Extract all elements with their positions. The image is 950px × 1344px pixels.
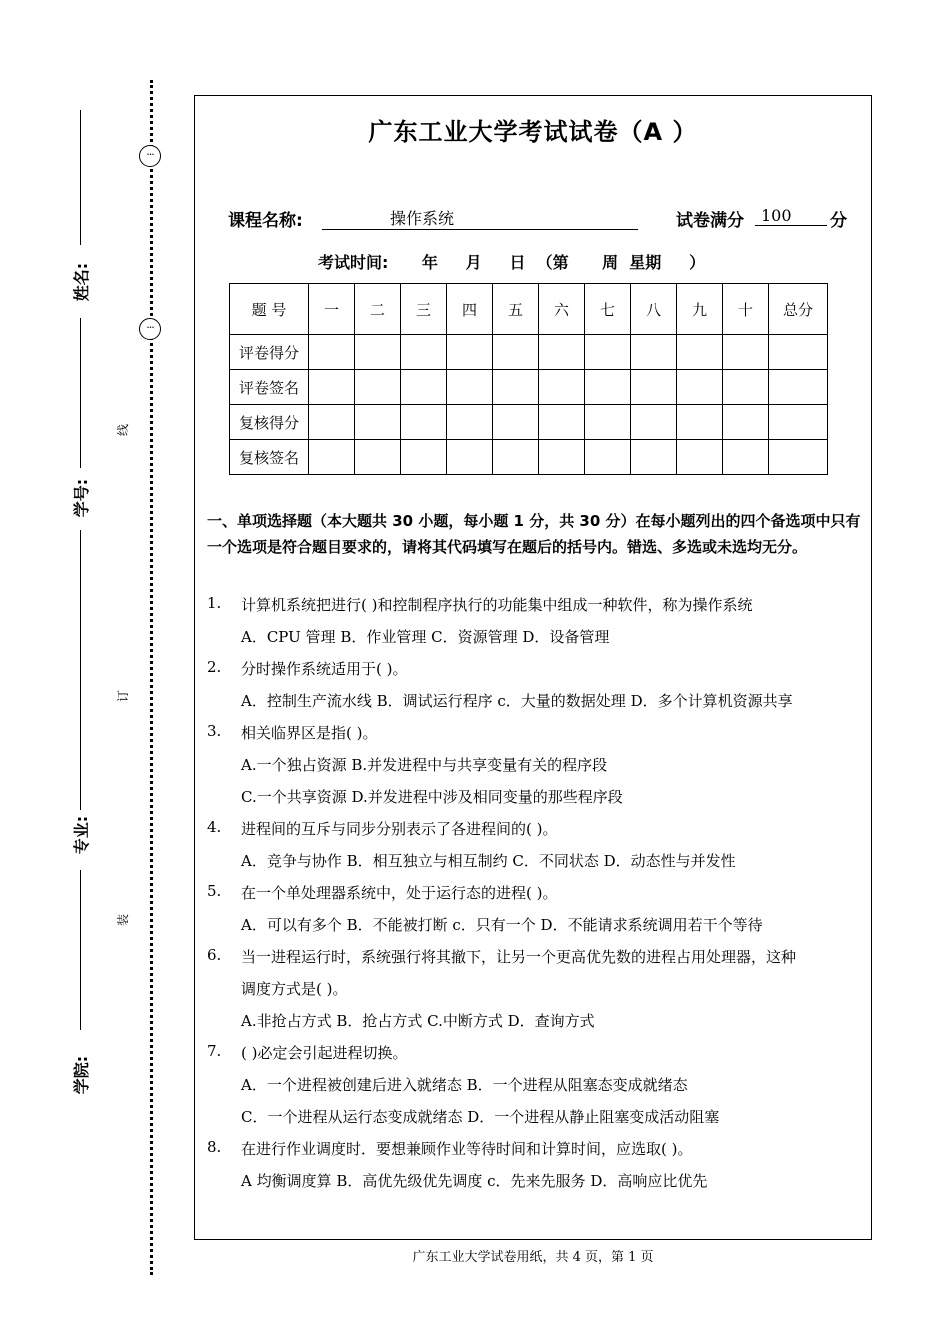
header-cell: 九 bbox=[677, 284, 723, 335]
full-score-value: 100 bbox=[755, 206, 827, 226]
header-cell: 一 bbox=[309, 284, 355, 335]
question-options: C.一个共享资源 D.并发进程中涉及相同变量的那些程序段 bbox=[241, 788, 623, 806]
header-cell: 六 bbox=[539, 284, 585, 335]
question-number: 3. bbox=[207, 722, 222, 740]
header-cell: 五 bbox=[493, 284, 539, 335]
header-cell: 七 bbox=[585, 284, 631, 335]
question-text: 进程间的互斥与同步分别表示了各进程间的( )。 bbox=[241, 820, 558, 838]
question-text: 在一个单处理器系统中，处于运行态的进程( )。 bbox=[241, 884, 558, 902]
header-cell: 十 bbox=[723, 284, 769, 335]
exam-time: 考试时间: 年 月 日 （第 周 星期 ） bbox=[318, 253, 706, 272]
binding-hole-bottom: ··· bbox=[139, 318, 161, 340]
question-number: 8. bbox=[207, 1138, 222, 1156]
question-options: A 均衡调度算 B．高优先级优先调度 c．先来先服务 D．高响应比优先 bbox=[241, 1172, 708, 1190]
cut-char-staple: 订 bbox=[116, 690, 130, 703]
row-label: 复核得分 bbox=[230, 405, 309, 440]
major-label: 专业: bbox=[72, 815, 91, 855]
course-row bbox=[228, 206, 858, 232]
question-options: C．一个进程从运行态变成就绪态 D．一个进程从静止阻塞变成活动阻塞 bbox=[241, 1108, 720, 1126]
major-line bbox=[80, 870, 81, 1030]
score-table bbox=[229, 283, 828, 475]
college-label: 学院: bbox=[72, 1055, 91, 1095]
question-number: 2. bbox=[207, 658, 222, 676]
score-table-row bbox=[230, 335, 828, 370]
header-cell: 八 bbox=[631, 284, 677, 335]
cut-char-line: 线 bbox=[116, 424, 130, 437]
header-cell: 三 bbox=[401, 284, 447, 335]
name-label: 姓名: bbox=[72, 262, 91, 302]
question-text: 相关临界区是指( )。 bbox=[241, 724, 378, 742]
page-footer: 广东工业大学试卷用纸，共 4 页，第 1 页 bbox=[412, 1250, 654, 1265]
course-name-label: 课程名称: bbox=[228, 211, 303, 231]
question-number: 7. bbox=[207, 1042, 222, 1060]
question-options: A．CPU 管理 B．作业管理 C．资源管理 D．设备管理 bbox=[241, 628, 610, 646]
question-text: 计算机系统把进行( )和控制程序执行的功能集中组成一种软件，称为操作系统 bbox=[241, 596, 753, 614]
exam-title: 广东工业大学考试试卷（A ） bbox=[368, 118, 698, 146]
header-cell: 四 bbox=[447, 284, 493, 335]
name-line bbox=[80, 110, 81, 245]
score-unit: 分 bbox=[830, 211, 847, 231]
header-cell: 总分 bbox=[769, 284, 828, 335]
student-id-label: 学号: bbox=[72, 478, 91, 518]
score-table-row bbox=[230, 440, 828, 475]
section-instructions: 一、单项选择题（本大题共 30 小题，每小题 1 分，共 30 分）在每小题列出的四个备选项中只有一个选项是符合题目要求的，请将其代码填写在题后的括号内。错选、多选或未选均无分。 bbox=[207, 512, 861, 556]
score-table-row bbox=[230, 370, 828, 405]
cut-char-bind: 装 bbox=[116, 914, 130, 927]
name-line-2 bbox=[80, 318, 81, 468]
question-number: 1. bbox=[207, 594, 222, 612]
header-cell: 二 bbox=[355, 284, 401, 335]
question-text: 分时操作系统适用于( )。 bbox=[241, 660, 408, 678]
question-options: A.非抢占方式 B．抢占方式 C.中断方式 D．查询方式 bbox=[241, 1012, 595, 1030]
question-text: ( )必定会引起进程切换。 bbox=[241, 1044, 408, 1062]
question-number: 5. bbox=[207, 882, 222, 900]
question-options: A．可以有多个 B．不能被打断 c．只有一个 D．不能请求系统调用若干个等待 bbox=[241, 916, 763, 934]
question-number: 4. bbox=[207, 818, 222, 836]
question-text: 在进行作业调度时．要想兼顾作业等待时间和计算时间，应选取( )。 bbox=[241, 1140, 693, 1158]
header-cell: 题 号 bbox=[230, 284, 309, 335]
question-number: 6. bbox=[207, 946, 222, 964]
question-options: A.一个独占资源 B.并发进程中与共享变量有关的程序段 bbox=[241, 756, 608, 774]
question-text: 当一进程运行时，系统强行将其撤下，让另一个更高优先数的进程占用处理器，这种 bbox=[241, 948, 797, 966]
row-label: 评卷签名 bbox=[230, 370, 309, 405]
question-options: A．竞争与协作 B．相互独立与相互制约 C．不同状态 D．动态性与并发性 bbox=[241, 852, 736, 870]
score-table-header bbox=[230, 284, 828, 335]
dotted-cut-line bbox=[150, 80, 153, 1275]
row-label: 复核签名 bbox=[230, 440, 309, 475]
score-table-row bbox=[230, 405, 828, 440]
question-options: A．控制生产流水线 B．调试运行程序 c．大量的数据处理 D．多个计算机资源共享 bbox=[241, 692, 793, 710]
full-score-label: 试卷满分 bbox=[676, 211, 744, 231]
question-text: 调度方式是( )。 bbox=[241, 980, 348, 998]
course-name-value: 操作系统 bbox=[322, 206, 638, 230]
row-label: 评卷得分 bbox=[230, 335, 309, 370]
binding-hole-top: ··· bbox=[139, 145, 161, 167]
student-id-line bbox=[80, 530, 81, 810]
question-options: A．一个进程被创建后进入就绪态 B．一个进程从阻塞态变成就绪态 bbox=[241, 1076, 688, 1094]
